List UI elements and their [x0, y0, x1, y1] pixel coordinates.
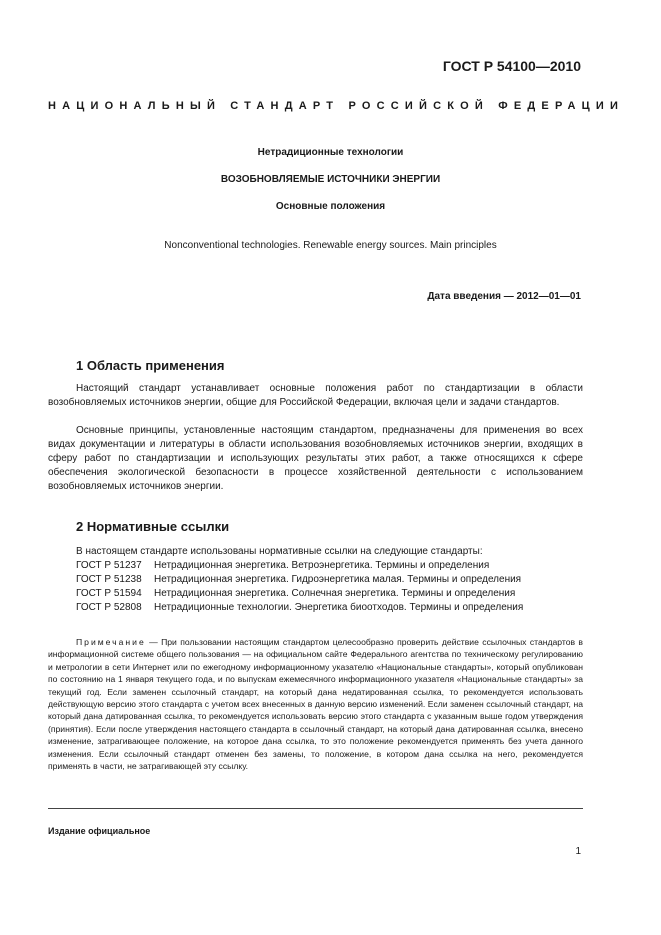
reference-item — [76, 573, 523, 587]
reference-code: ГОСТ Р 51594 — [76, 588, 142, 599]
reference-code: ГОСТ Р 51237 — [76, 560, 142, 571]
section-1-title: 1 Область применения — [76, 358, 225, 373]
intro-date: Дата введения — 2012—01—01 — [427, 291, 581, 302]
reference-code: ГОСТ Р 51238 — [76, 574, 142, 585]
note-paragraph — [48, 636, 583, 772]
reference-item — [76, 601, 523, 615]
reference-title: Нетрадиционная энергетика. Ветроэнергетика. Термины и определения — [154, 560, 490, 571]
title-english: Nonconventional technologies. Renewable energy sources. Main principles — [164, 240, 497, 251]
page-number: 1 — [575, 846, 581, 857]
reference-title: Нетрадиционные технологии. Энергетика биоотходов. Термины и определения — [154, 602, 524, 613]
document-number: ГОСТ Р 54100—2010 — [442, 58, 581, 74]
footer-divider — [48, 808, 583, 809]
reference-title: Нетрадиционная энергетика. Гидроэнергетика малая. Термины и определения — [154, 574, 522, 585]
section-1-paragraph: Настоящий стандарт устанавливает основные положения работ по стандартизации в области возобновляемых источников энергии, общие для Российской Федерации, включая цели и задачи стандартов. — [48, 383, 583, 408]
reference-item — [76, 559, 523, 573]
section-2-title: 2 Нормативные ссылки — [76, 519, 230, 534]
section-1-paragraph: Основные принципы, установленные настоящим стандартом, предназначены для применения во всех видах документации и литературы в области использования возобновляемых источников энергии, входящих в сферу работ по стандартизации и использующих результаты этих работ, а также относящихся к сфере обеспечения экологической безопасности в процессе хозяйственной деятельности с использованием возобновляемых источников энергии. — [48, 425, 583, 492]
normative-references — [76, 545, 523, 615]
national-standard-heading: НАЦИОНАЛЬНЫЙ СТАНДАРТ РОССИЙСКОЙ ФЕДЕРАЦИИ — [48, 100, 625, 112]
reference-code: ГОСТ Р 52808 — [76, 602, 142, 613]
edition-label: Издание официальное — [48, 826, 151, 836]
note-label: Примечание — [76, 637, 146, 647]
reference-item — [76, 587, 523, 601]
title-subtitle: Нетрадиционные технологии — [257, 147, 404, 158]
references-intro: В настоящем стандарте использованы нормативные ссылки на следующие стандарты: — [76, 546, 483, 557]
title-main: ВОЗОБНОВЛЯЕМЫЕ ИСТОЧНИКИ ЭНЕРГИИ — [220, 174, 441, 185]
reference-title: Нетрадиционная энергетика. Солнечная энергетика. Термины и определения — [154, 588, 516, 599]
title-basics: Основные положения — [275, 201, 386, 212]
note-text: — При пользовании настоящим стандартом целесообразно проверить действие ссылочных стандартов в информационной системе общего пользования — на официальном сайте Федерального агентства по техническому регулированию и метрологии в сети Интернет или по ежегодному информационному указателю «Национальные стандарты», который опубликован по состоянию на 1 января текущего года, и по выпускам ежемесячного информационного указателя «Национальные стандарты» за текущий год. Если заменен ссылочный стандарт, на который дана недатированная ссылка, то рекомендуется использовать действующую версию этого стандарта с учетом всех внесенных в данную версию изменений. Если заменен ссылочный стандарт, на который дана датированная ссылка, то рекомендуется использовать версию этого стандарта с указанным выше годом утверждения (принятия). Если после утверждения настоящего стандарта в ссылочный стандарт, на который дана датированная ссылка, внесено изменение, затрагивающее положение, на которое дана ссылка, то это положение рекомендуется применять без учета данного изменения. Если ссылочный стандарт отменен без замены, то положение, в котором дана ссылка на него, рекомендуется применять в части, не затрагивающей эту ссылку. — [48, 637, 583, 772]
